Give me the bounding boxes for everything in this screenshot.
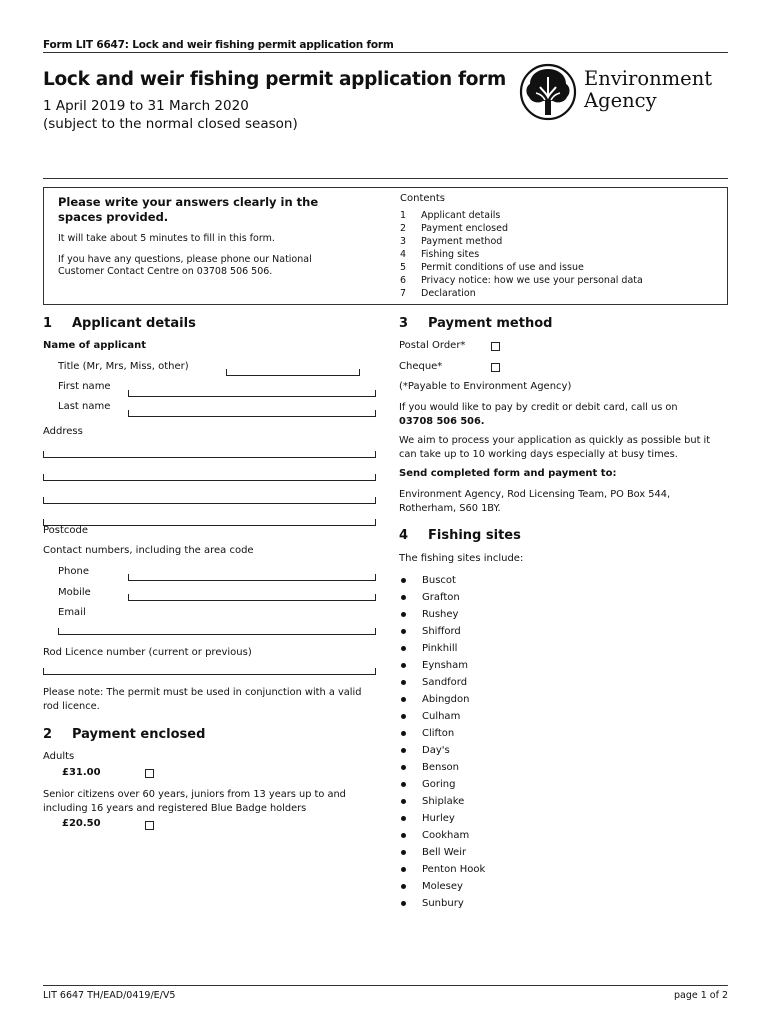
- contents-label: Payment enclosed: [421, 223, 508, 234]
- list-item: Penton Hook: [399, 861, 485, 878]
- list-item: Buscot: [399, 572, 485, 589]
- footer-reference: LIT 6647 TH/EAD/0419/E/V5: [43, 990, 176, 1001]
- contents-item[interactable]: [400, 248, 720, 261]
- section-title: Fishing sites: [428, 528, 521, 543]
- list-item: Rushey: [399, 606, 485, 623]
- page-subtitle: [43, 97, 298, 133]
- section-title: Payment enclosed: [72, 727, 206, 742]
- title-field[interactable]: [226, 369, 360, 376]
- list-item: Pinkhill: [399, 640, 485, 657]
- contents-list: [400, 209, 720, 300]
- email-field[interactable]: [58, 628, 376, 635]
- concession-checkbox[interactable]: [145, 821, 154, 830]
- process-note: We aim to process your application as quickly as possible but it can take up to 10 working days especially at busy times.: [399, 435, 711, 460]
- adults-label: Adults: [43, 751, 75, 762]
- contents-label: Permit conditions of use and issue: [421, 262, 584, 273]
- adult-price: £31.00: [62, 767, 101, 778]
- send-heading: Send completed form and payment to:: [399, 468, 617, 479]
- cheque-checkbox[interactable]: [491, 363, 500, 372]
- tree-icon: [518, 63, 578, 121]
- cheque-label: Cheque*: [399, 361, 443, 372]
- fishing-sites-intro: The fishing sites include:: [399, 553, 524, 564]
- environment-agency-logo: [518, 63, 728, 121]
- contents-number: 6: [400, 275, 407, 286]
- form-reference: Form LIT 6647: Lock and weir fishing permit application form: [43, 39, 394, 51]
- contents-label: Fishing sites: [421, 249, 480, 260]
- section-number: 4: [399, 528, 409, 543]
- list-item: Abingdon: [399, 691, 485, 708]
- section-payment-method-heading: [399, 316, 552, 331]
- card-note: If you would like to pay by credit or debit card, call us on: [399, 402, 678, 413]
- address-line-1-field[interactable]: [43, 451, 376, 458]
- list-item: Cookham: [399, 827, 485, 844]
- questions-note: If you have any questions, please phone our National Customer Contact Centre on 03708 506 506.: [58, 253, 312, 277]
- contents-item[interactable]: [400, 222, 720, 235]
- time-note: It will take about 5 minutes to fill in this form.: [58, 233, 275, 244]
- list-item: Benson: [399, 759, 485, 776]
- instructions-box: [43, 187, 728, 305]
- card-note-block: [399, 401, 729, 428]
- contents-number: 4: [400, 249, 407, 260]
- list-item: Sunbury: [399, 895, 485, 912]
- address-label: Address: [43, 426, 83, 437]
- postal-order-checkbox[interactable]: [491, 342, 500, 351]
- section-fishing-sites-heading: [399, 528, 521, 543]
- contents-item[interactable]: [400, 209, 720, 222]
- season-note: (subject to the normal closed season): [43, 116, 298, 132]
- contents-number: 7: [400, 288, 407, 299]
- contents-number: 1: [400, 210, 407, 221]
- payable-note: (*Payable to Environment Agency): [399, 381, 572, 392]
- contents-item[interactable]: [400, 261, 720, 274]
- last-name-label: Last name: [58, 401, 111, 412]
- last-name-field[interactable]: [128, 410, 376, 417]
- logo-line-1: Environment: [584, 67, 713, 90]
- footer-rule: [43, 985, 728, 986]
- rod-licence-field[interactable]: [43, 668, 376, 675]
- list-item: Molesey: [399, 878, 485, 895]
- section-title: Applicant details: [72, 316, 196, 331]
- first-name-field[interactable]: [128, 390, 376, 397]
- list-item: Grafton: [399, 589, 485, 606]
- list-item: Clifton: [399, 725, 485, 742]
- list-item: Hurley: [399, 810, 485, 827]
- section-number: 1: [43, 316, 53, 331]
- contents-item[interactable]: [400, 274, 720, 287]
- mobile-label: Mobile: [58, 587, 91, 598]
- contents-label: Payment method: [421, 236, 503, 247]
- contents-number: 3: [400, 236, 407, 247]
- contents: [400, 193, 720, 300]
- address-line-4-field[interactable]: [43, 519, 376, 526]
- concession-label: Senior citizens over 60 years, juniors from 13 years up to and including 16 years and registered Blue Badge holders: [43, 789, 346, 814]
- section-number: 3: [399, 316, 409, 331]
- list-item: Eynsham: [399, 657, 485, 674]
- logo-wordmark: [584, 68, 712, 112]
- concession-price: £20.50: [62, 818, 101, 829]
- contents-label: Declaration: [421, 288, 476, 299]
- email-label: Email: [58, 607, 86, 618]
- card-phone: 03708 506 506.: [399, 415, 485, 427]
- first-name-label: First name: [58, 381, 111, 392]
- page-number: page 1 of 2: [673, 990, 728, 1001]
- instructions: [58, 195, 350, 279]
- page-title: Lock and weir fishing permit application form: [43, 69, 506, 90]
- fishing-sites-list: [399, 572, 485, 912]
- list-item: Day's: [399, 742, 485, 759]
- section-number: 2: [43, 727, 53, 742]
- logo-line-2: Agency: [584, 89, 657, 112]
- list-item: Bell Weir: [399, 844, 485, 861]
- contact-label: Contact numbers, including the area code: [43, 545, 254, 556]
- postcode-label: Postcode: [43, 525, 89, 536]
- title-label: Title (Mr, Mrs, Miss, other): [58, 361, 189, 372]
- date-range: 1 April 2019 to 31 March 2020: [43, 98, 249, 114]
- list-item: Culham: [399, 708, 485, 725]
- section-applicant-heading: [43, 316, 196, 331]
- phone-field[interactable]: [128, 574, 376, 581]
- phone-label: Phone: [58, 566, 89, 577]
- list-item: Shifford: [399, 623, 485, 640]
- instructions-heading: Please write your answers clearly in the spaces provided.: [58, 195, 319, 224]
- section-payment-enclosed-heading: [43, 727, 205, 742]
- contents-label: Applicant details: [421, 210, 501, 221]
- address-line-3-field[interactable]: [43, 497, 376, 504]
- contents-title: Contents: [400, 193, 445, 204]
- list-item: Shiplake: [399, 793, 485, 810]
- contents-item[interactable]: [400, 287, 720, 300]
- rod-licence-note: Please note: The permit must be used in conjunction with a valid rod licence.: [43, 687, 362, 712]
- contents-label: Privacy notice: how we use your personal data: [421, 275, 643, 286]
- contents-number: 5: [400, 262, 407, 273]
- contents-item[interactable]: [400, 235, 720, 248]
- header-rule: [43, 52, 728, 53]
- rod-licence-label: Rod Licence number (current or previous): [43, 647, 252, 658]
- name-heading: Name of applicant: [43, 340, 146, 351]
- adult-checkbox[interactable]: [145, 769, 154, 778]
- postal-order-label: Postal Order*: [399, 340, 466, 351]
- postal-address: Environment Agency, Rod Licensing Team, PO Box 544, Rotherham, S60 1BY.: [399, 489, 671, 514]
- address-line-2-field[interactable]: [43, 474, 376, 481]
- list-item: Sandford: [399, 674, 485, 691]
- section-title: Payment method: [428, 316, 553, 331]
- mobile-field[interactable]: [128, 594, 376, 601]
- contents-number: 2: [400, 223, 407, 234]
- section-rule: [43, 178, 728, 179]
- list-item: Goring: [399, 776, 485, 793]
